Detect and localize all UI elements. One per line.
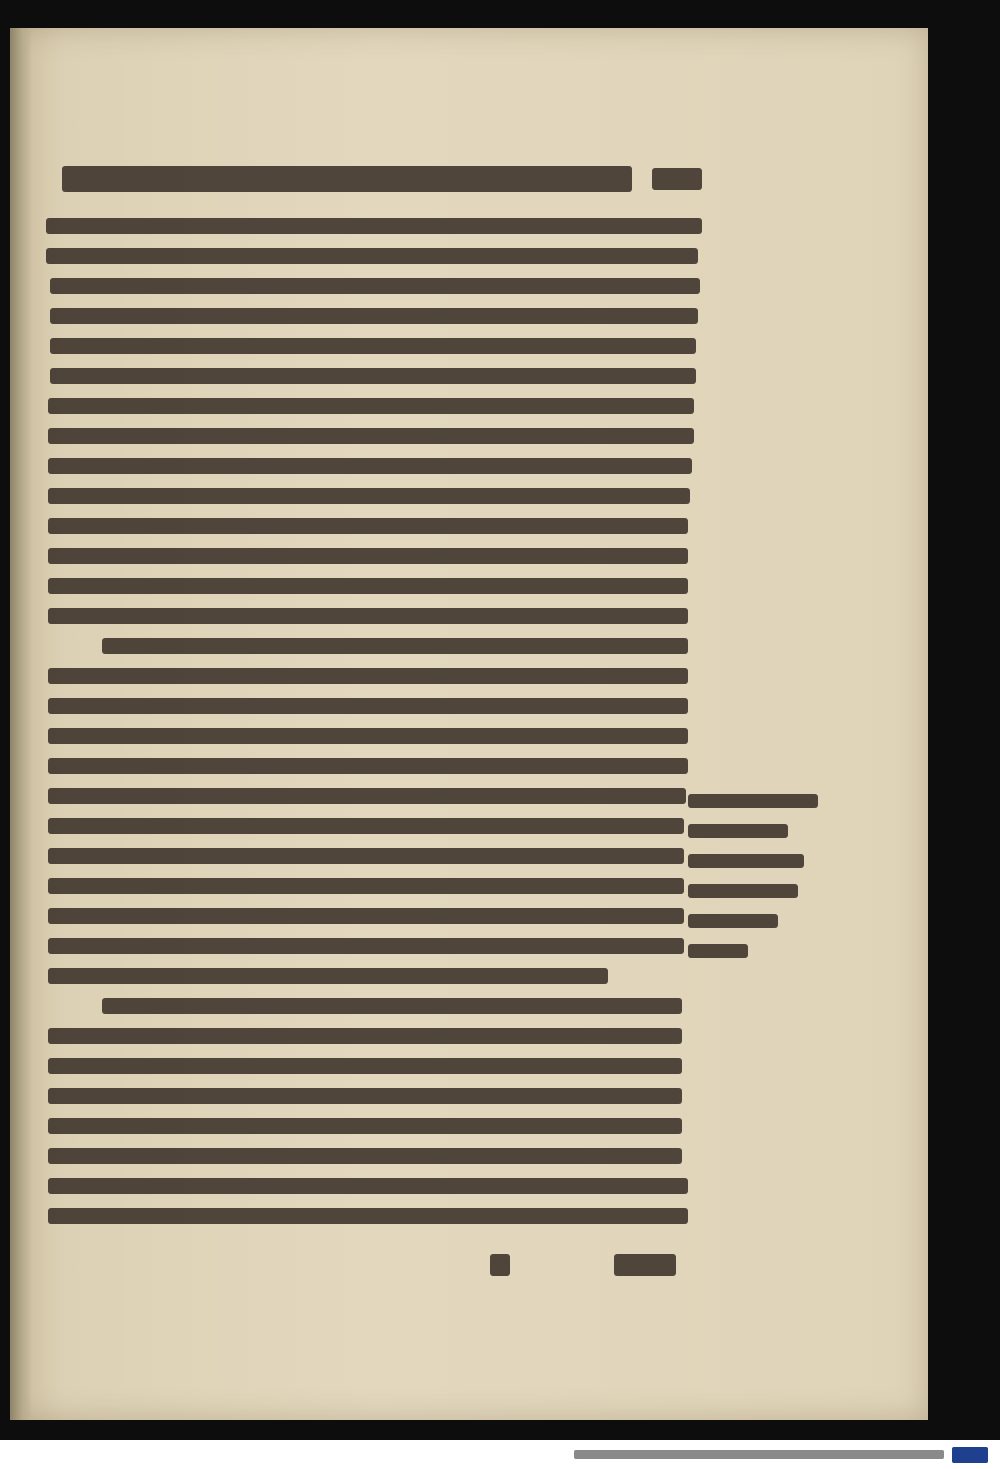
book-page: [10, 28, 928, 1420]
marginal-note: [688, 788, 828, 968]
dfg-logo: [952, 1447, 988, 1463]
signature-mark: [490, 1250, 518, 1278]
digitization-footer: [0, 1440, 1000, 1469]
body-text: [46, 208, 706, 1268]
page-spine: [10, 28, 32, 1420]
footer-credit: [574, 1450, 944, 1459]
catchword: [614, 1250, 682, 1278]
running-head: [62, 148, 702, 210]
